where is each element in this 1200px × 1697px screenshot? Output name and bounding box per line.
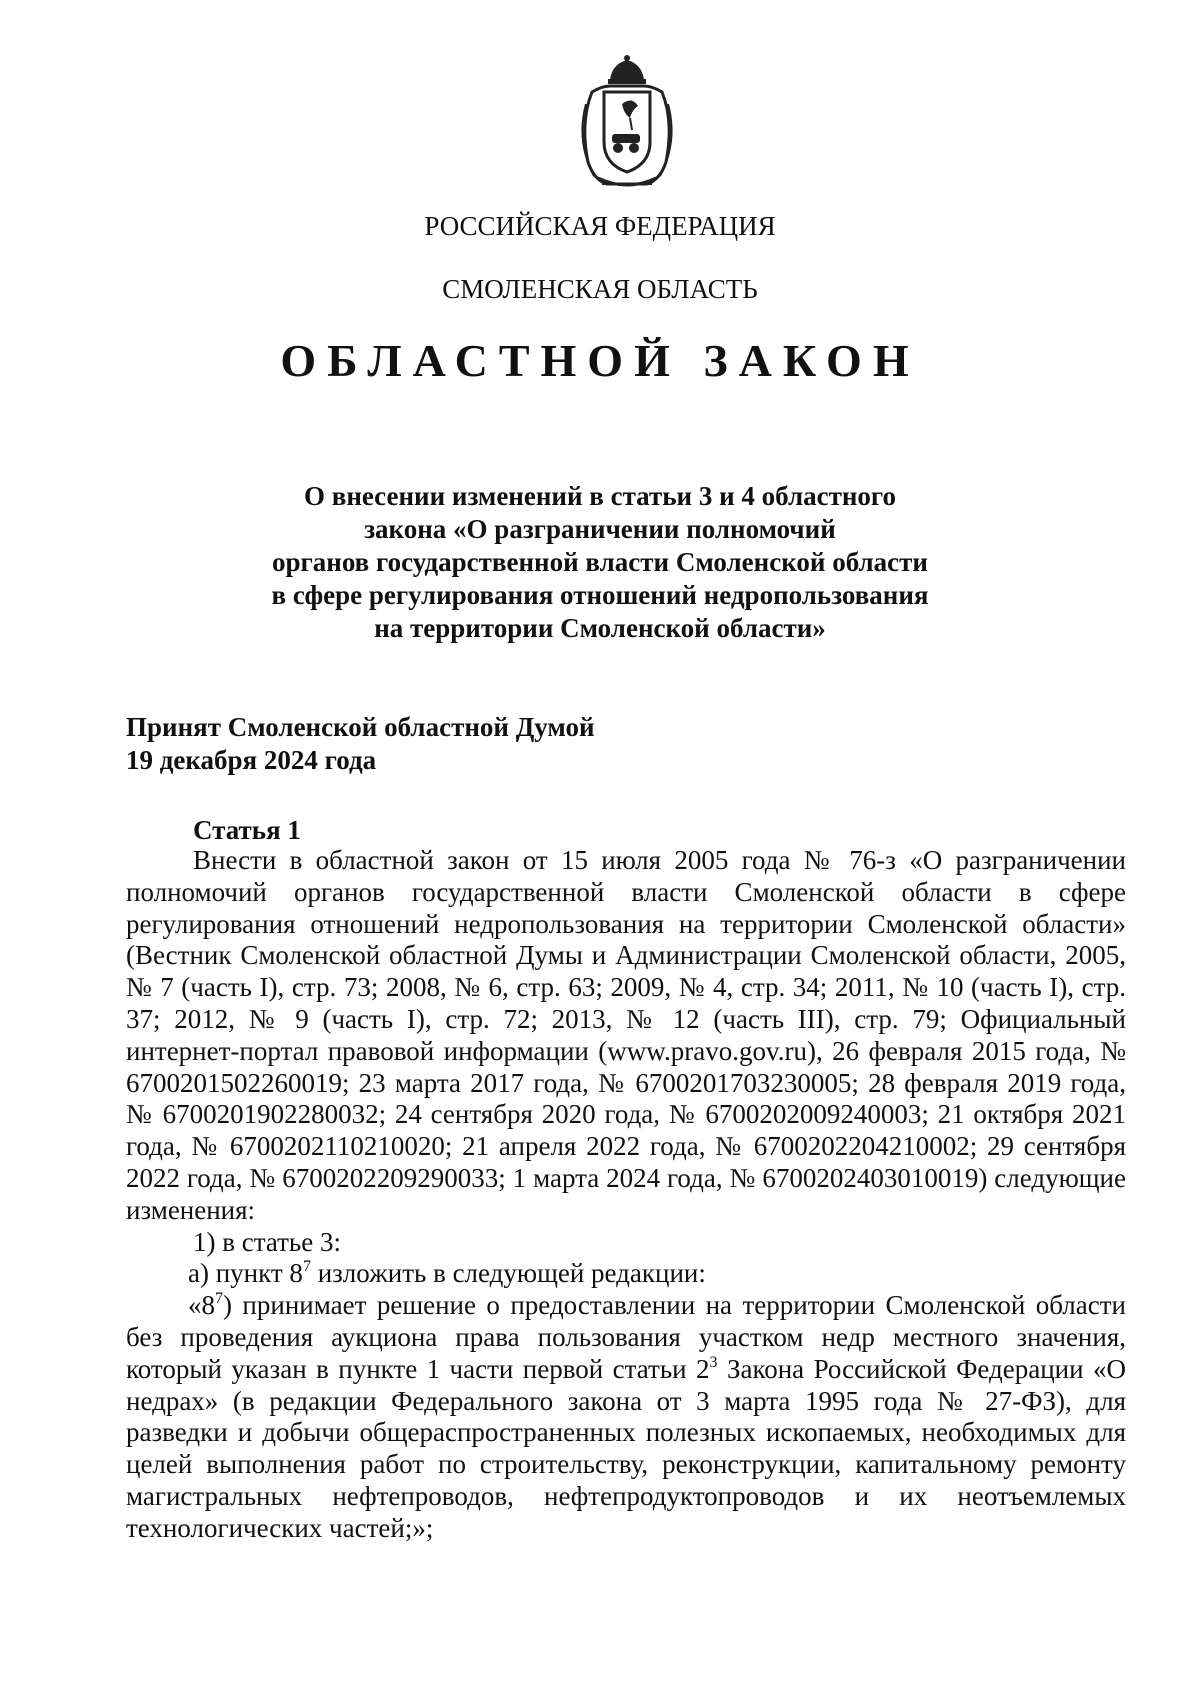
adoption-date: 19 декабря 2024 года bbox=[126, 745, 377, 775]
subitem-text: а) пункт 8 bbox=[188, 1258, 303, 1289]
law-title-line: О внесении изменений в статьи 3 и 4 областного bbox=[303, 481, 896, 511]
law-title-line: закона «О разграничении полномочий bbox=[364, 514, 836, 544]
country-name: РОССИЙСКАЯ ФЕДЕРАЦИЯ bbox=[424, 211, 776, 241]
article-body bbox=[126, 845, 1126, 1545]
law-title-line: органов государственной власти Смоленской области bbox=[272, 547, 928, 577]
adopted-by: Принят Смоленской областной Думой bbox=[126, 712, 595, 742]
coat-of-arms-icon bbox=[572, 52, 682, 194]
law-title-line: в сфере регулирования отношений недропользования bbox=[271, 580, 929, 610]
quote-text: Закона Российской Федерации «О недрах» (в редакции Федерального закона от 3 марта 1995 года № 27-ФЗ), для разведки и добычи общераспространенных полезных ископаемых, необходимых для целей выполнения работ по строительству, реконструкции, капитальному ремонту магистральных нефтепроводов, нефтепродуктопроводов и их неотъемлемых технологических частей;»; bbox=[126, 1353, 1127, 1543]
quote-text: ) принимает решение о предоставлении на территории Смоленской области без проведения аукциона права пользования участком недр местного значения, который указан в пункте 1 части первой статьи 2 bbox=[126, 1290, 1126, 1384]
adoption-info bbox=[126, 711, 826, 777]
amendment-quote bbox=[126, 1290, 1126, 1544]
subitem-text: изложить в следующей редакции: bbox=[310, 1258, 706, 1289]
quote-text: «8 bbox=[188, 1290, 215, 1321]
law-title bbox=[240, 480, 960, 645]
superscript: 7 bbox=[302, 1258, 311, 1276]
superscript: 7 bbox=[215, 1290, 223, 1308]
article-heading: Статья 1 bbox=[193, 815, 301, 845]
coat-of-arms-emblem bbox=[572, 52, 682, 194]
superscript: 3 bbox=[709, 1353, 718, 1371]
document-type: ОБЛАСТНОЙ ЗАКОН bbox=[280, 335, 920, 386]
article-paragraph: Внести в областной закон от 15 июля 2005 года № 76-з «О разграничении полномочий органов государственной власти Смоленской области в сфере регулирования отношений недропользования на территории Смоленской области» (Вестник Смоленской областной Думы и Администрации Смоленской области, 2005, № 7 (часть I), стр. 73; 2008, № 6, стр. 63; 2009, № 4, стр. 34; 2011, № 10 (часть I), стр. 37; 2012, № 9 (часть I), стр. 72; 2013, № 12 (часть III), стр. 79; Официальный интернет-портал правовой информации (www.pravo.gov.ru), 26 февраля 2015 года, № 6700201502260019; 23 марта 2017 года, № 6700201703230005; 28 февраля 2019 года, № 6700201902280032; 24 сентября 2020 года, № 6700202009240003; 21 октября 2021 года, № 6700202110210020; 21 апреля 2022 года, № 6700202204210002; 29 сентября 2022 года, № 6700202209290033; 1 марта 2024 года, № 6700202403010019) следующие изменения: bbox=[126, 845, 1126, 1225]
amendment-item: 1) в статье 3: bbox=[193, 1226, 341, 1257]
region-name: СМОЛЕНСКАЯ ОБЛАСТЬ bbox=[442, 274, 758, 304]
amendment-subitem bbox=[126, 1258, 1126, 1290]
law-title-line: на территории Смоленской области» bbox=[374, 613, 826, 643]
